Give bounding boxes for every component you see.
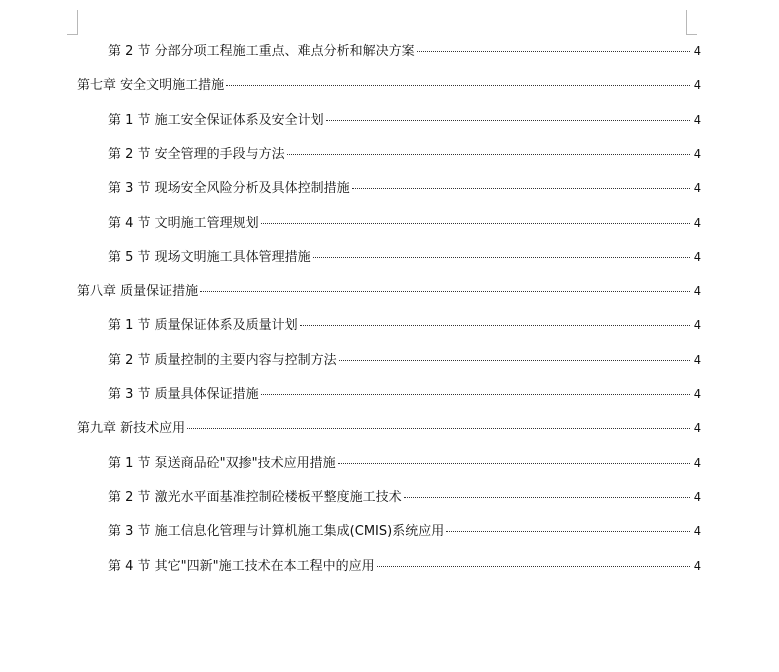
toc-dot-leader (226, 85, 690, 86)
toc-dot-leader (377, 566, 690, 567)
toc-entry-title: 第 2 节 安全管理的手段与方法 (108, 147, 285, 162)
toc-entry-chapter[interactable] (77, 75, 701, 95)
toc-entry-title: 第 2 节 质量控制的主要内容与控制方法 (108, 353, 337, 368)
toc-entry-section[interactable] (108, 315, 701, 335)
toc-page-number: 4 (693, 147, 701, 161)
top-right-crop-mark (686, 10, 697, 35)
toc-entry-section[interactable] (108, 487, 701, 507)
toc-dot-leader (352, 188, 690, 189)
toc-entry-chapter[interactable] (77, 281, 701, 301)
toc-page-number: 4 (693, 78, 701, 92)
toc-entry-section[interactable] (108, 144, 701, 164)
toc-entry-title: 第 1 节 泵送商品砼"双掺"技术应用措施 (108, 456, 336, 471)
toc-entry-title: 第 4 节 文明施工管理规划 (108, 216, 259, 231)
toc-page-number: 4 (693, 456, 701, 470)
toc-page-number: 4 (693, 181, 701, 195)
toc-page-number: 4 (693, 318, 701, 332)
toc-entry-section[interactable] (108, 110, 701, 130)
toc-entry-title: 第 1 节 施工安全保证体系及安全计划 (108, 113, 324, 128)
toc-entry-section[interactable] (108, 213, 701, 233)
toc-page-number: 4 (693, 421, 701, 435)
toc-entry-title: 第 4 节 其它"四新"施工技术在本工程中的应用 (108, 559, 375, 574)
toc-page-number: 4 (693, 559, 701, 573)
toc-dot-leader (417, 51, 690, 52)
toc-page-number: 4 (693, 250, 701, 264)
toc-entry-title: 第九章 新技术应用 (77, 421, 186, 436)
toc-page-number: 4 (693, 353, 701, 367)
toc-entry-title: 第 3 节 现场安全风险分析及具体控制措施 (108, 181, 350, 196)
toc-entry-title: 第 3 节 施工信息化管理与计算机施工集成(CMIS)系统应用 (108, 524, 445, 539)
toc-entry-section[interactable] (108, 178, 701, 198)
toc-dot-leader (313, 257, 690, 258)
toc-dot-leader (287, 154, 690, 155)
toc-entry-section[interactable] (108, 350, 701, 370)
toc-entry-title: 第八章 质量保证措施 (77, 284, 199, 299)
toc-entry-section[interactable] (108, 453, 701, 473)
toc-dot-leader (326, 120, 690, 121)
toc-entry-title: 第 2 节 分部分项工程施工重点、难点分析和解决方案 (108, 44, 415, 59)
toc-entry-section[interactable] (108, 41, 701, 61)
toc-page-number: 4 (693, 490, 701, 504)
toc-dot-leader (261, 223, 690, 224)
toc-dot-leader (300, 325, 690, 326)
toc-entry-title: 第七章 安全文明施工措施 (77, 78, 225, 93)
toc-dot-leader (200, 291, 690, 292)
toc-entry-section[interactable] (108, 521, 701, 541)
toc-entry-title: 第 1 节 质量保证体系及质量计划 (108, 318, 298, 333)
toc-dot-leader (446, 531, 690, 532)
toc-page-number: 4 (693, 113, 701, 127)
toc-entry-section[interactable] (108, 384, 701, 404)
toc-page-number: 4 (693, 284, 701, 298)
toc-dot-leader (261, 394, 690, 395)
toc-page-number: 4 (693, 524, 701, 538)
toc-dot-leader (339, 360, 690, 361)
toc-entry-title: 第 2 节 激光水平面基准控制砼楼板平整度施工技术 (108, 490, 402, 505)
top-left-crop-mark (67, 10, 78, 35)
toc-page-number: 4 (693, 387, 701, 401)
toc-entry-title: 第 5 节 现场文明施工具体管理措施 (108, 250, 311, 265)
toc-page-number: 4 (693, 216, 701, 230)
toc-page-number: 4 (693, 44, 701, 58)
toc-dot-leader (404, 497, 690, 498)
toc-entry-title: 第 3 节 质量具体保证措施 (108, 387, 259, 402)
toc-entry-section[interactable] (108, 556, 701, 576)
toc-entry-chapter[interactable] (77, 418, 701, 438)
toc-entry-section[interactable] (108, 247, 701, 267)
toc-dot-leader (187, 428, 690, 429)
toc-dot-leader (338, 463, 690, 464)
